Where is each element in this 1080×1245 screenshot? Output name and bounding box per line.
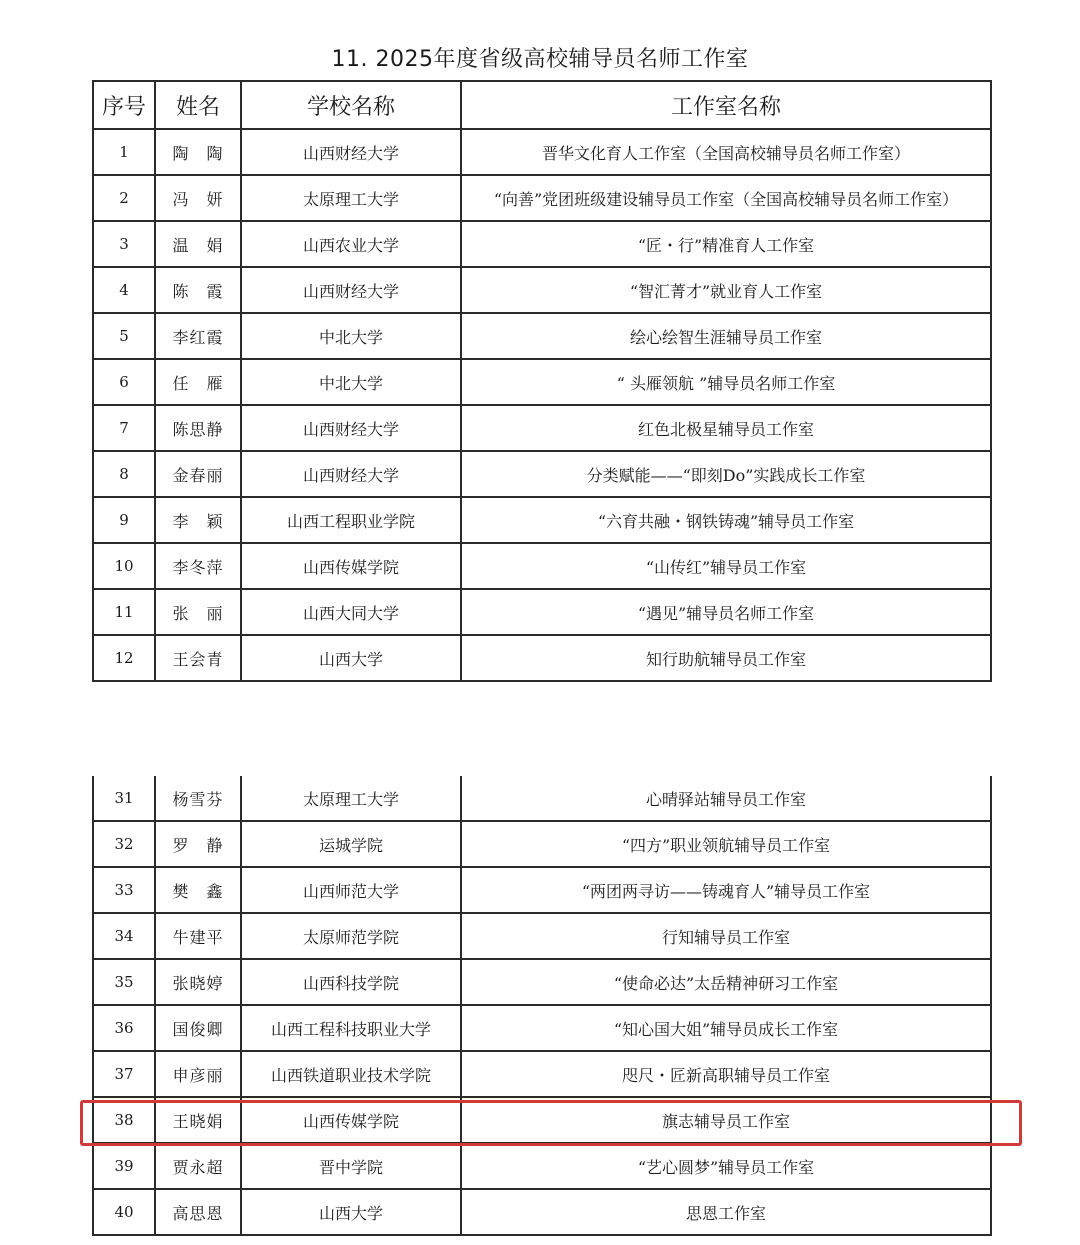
table-row <box>93 405 991 451</box>
cell-school: 太原理工大学 <box>241 175 461 221</box>
cell-school: 山西工程科技职业大学 <box>241 1005 461 1051</box>
cell-no: 37 <box>93 1051 155 1097</box>
cell-studio: “四方”职业领航辅导员工作室 <box>461 821 991 867</box>
cell-studio: “六育共融・钢铁铸魂”辅导员工作室 <box>461 497 991 543</box>
cell-name: 温 娟 <box>155 221 241 267</box>
cell-studio: “两团两寻访——铸魂育人”辅导员工作室 <box>461 867 991 913</box>
cell-no: 2 <box>93 175 155 221</box>
cell-studio: “智汇菁才”就业育人工作室 <box>461 267 991 313</box>
cell-studio: 红色北极星辅导员工作室 <box>461 405 991 451</box>
cell-studio: 知行助航辅导员工作室 <box>461 635 991 681</box>
table-row <box>93 543 991 589</box>
cell-name: 杨雪芬 <box>155 776 241 821</box>
header-name: 姓名 <box>155 81 241 129</box>
cell-no: 10 <box>93 543 155 589</box>
table-row <box>93 1051 991 1097</box>
cell-no: 32 <box>93 821 155 867</box>
table-row <box>93 267 991 313</box>
studio-table-part-1 <box>92 80 992 682</box>
cell-studio: 行知辅导员工作室 <box>461 913 991 959</box>
cell-name: 冯 妍 <box>155 175 241 221</box>
cell-school: 太原师范学院 <box>241 913 461 959</box>
cell-studio: 旗志辅导员工作室 <box>461 1097 991 1143</box>
table-row <box>93 913 991 959</box>
table-row <box>93 635 991 681</box>
cell-no: 34 <box>93 913 155 959</box>
cell-no: 3 <box>93 221 155 267</box>
cell-name: 任 雁 <box>155 359 241 405</box>
cell-studio: 心晴驿站辅导员工作室 <box>461 776 991 821</box>
cell-name: 申彦丽 <box>155 1051 241 1097</box>
cell-no: 5 <box>93 313 155 359</box>
cell-no: 9 <box>93 497 155 543</box>
table-row <box>93 451 991 497</box>
cell-school: 山西传媒学院 <box>241 1097 461 1143</box>
cell-name: 樊 鑫 <box>155 867 241 913</box>
cell-no: 40 <box>93 1189 155 1235</box>
cell-name: 高思恩 <box>155 1189 241 1235</box>
cell-name: 陶 陶 <box>155 129 241 175</box>
cell-school: 运城学院 <box>241 821 461 867</box>
cell-name: 李 颖 <box>155 497 241 543</box>
cell-studio: “山传红”辅导员工作室 <box>461 543 991 589</box>
cell-school: 山西农业大学 <box>241 221 461 267</box>
cell-studio: 思恩工作室 <box>461 1189 991 1235</box>
cell-name: 国俊卿 <box>155 1005 241 1051</box>
cell-school: 山西财经大学 <box>241 451 461 497</box>
cell-studio: “知心国大姐”辅导员成长工作室 <box>461 1005 991 1051</box>
table-row <box>93 589 991 635</box>
cell-school: 山西大学 <box>241 635 461 681</box>
table-row <box>93 497 991 543</box>
cell-studio: “ 头雁领航 ”辅导员名师工作室 <box>461 359 991 405</box>
table-row <box>93 175 991 221</box>
cell-name: 金春丽 <box>155 451 241 497</box>
cell-no: 38 <box>93 1097 155 1143</box>
cell-studio: “遇见”辅导员名师工作室 <box>461 589 991 635</box>
cell-no: 33 <box>93 867 155 913</box>
table-row <box>93 1143 991 1189</box>
cell-no: 35 <box>93 959 155 1005</box>
table-row <box>93 1005 991 1051</box>
cell-studio: “向善”党团班级建设辅导员工作室（全国高校辅导员名师工作室） <box>461 175 991 221</box>
cell-school: 晋中学院 <box>241 1143 461 1189</box>
cell-name: 李冬萍 <box>155 543 241 589</box>
cell-no: 8 <box>93 451 155 497</box>
table-row <box>93 776 991 821</box>
cell-school: 山西科技学院 <box>241 959 461 1005</box>
cell-no: 6 <box>93 359 155 405</box>
cell-school: 山西大学 <box>241 1189 461 1235</box>
cell-school: 山西财经大学 <box>241 405 461 451</box>
cell-school: 山西传媒学院 <box>241 543 461 589</box>
cell-studio: 咫尺・匠新高职辅导员工作室 <box>461 1051 991 1097</box>
cell-studio: “匠・行”精准育人工作室 <box>461 221 991 267</box>
cell-studio: “使命必达”太岳精神研习工作室 <box>461 959 991 1005</box>
cell-school: 中北大学 <box>241 359 461 405</box>
header-no: 序号 <box>93 81 155 129</box>
cell-school: 山西工程职业学院 <box>241 497 461 543</box>
header-school: 学校名称 <box>241 81 461 129</box>
table-row <box>93 821 991 867</box>
page-title: 11. 2025年度省级高校辅导员名师工作室 <box>331 47 749 72</box>
cell-name: 陈思静 <box>155 405 241 451</box>
cell-studio: 绘心绘智生涯辅导员工作室 <box>461 313 991 359</box>
cell-no: 4 <box>93 267 155 313</box>
cell-name: 贾永超 <box>155 1143 241 1189</box>
cell-name: 罗 静 <box>155 821 241 867</box>
cell-no: 7 <box>93 405 155 451</box>
cell-no: 36 <box>93 1005 155 1051</box>
table-row <box>93 959 991 1005</box>
cell-name: 张晓婷 <box>155 959 241 1005</box>
cell-no: 11 <box>93 589 155 635</box>
table-row <box>93 867 991 913</box>
cell-school: 山西大同大学 <box>241 589 461 635</box>
cell-no: 31 <box>93 776 155 821</box>
cell-studio: 晋华文化育人工作室（全国高校辅导员名师工作室） <box>461 129 991 175</box>
cell-no: 39 <box>93 1143 155 1189</box>
cell-name: 张 丽 <box>155 589 241 635</box>
table-row <box>93 1189 991 1235</box>
cell-name: 陈 霞 <box>155 267 241 313</box>
cell-no: 12 <box>93 635 155 681</box>
cell-studio: “艺心圆梦”辅导员工作室 <box>461 1143 991 1189</box>
cell-school: 山西师范大学 <box>241 867 461 913</box>
cell-name: 王晓娟 <box>155 1097 241 1143</box>
cell-name: 王会青 <box>155 635 241 681</box>
table-row <box>93 359 991 405</box>
cell-school: 山西铁道职业技术学院 <box>241 1051 461 1097</box>
cell-school: 山西财经大学 <box>241 129 461 175</box>
header-studio: 工作室名称 <box>461 81 991 129</box>
cell-school: 太原理工大学 <box>241 776 461 821</box>
table-row <box>93 221 991 267</box>
cell-studio: 分类赋能——“即刻Do”实践成长工作室 <box>461 451 991 497</box>
table-row <box>93 313 991 359</box>
table-header-row <box>93 81 991 129</box>
studio-table-part-2 <box>92 776 992 1236</box>
cell-name: 牛建平 <box>155 913 241 959</box>
table-row <box>93 1097 991 1143</box>
cell-no: 1 <box>93 129 155 175</box>
table-row <box>93 129 991 175</box>
cell-school: 山西财经大学 <box>241 267 461 313</box>
cell-school: 中北大学 <box>241 313 461 359</box>
cell-name: 李红霞 <box>155 313 241 359</box>
